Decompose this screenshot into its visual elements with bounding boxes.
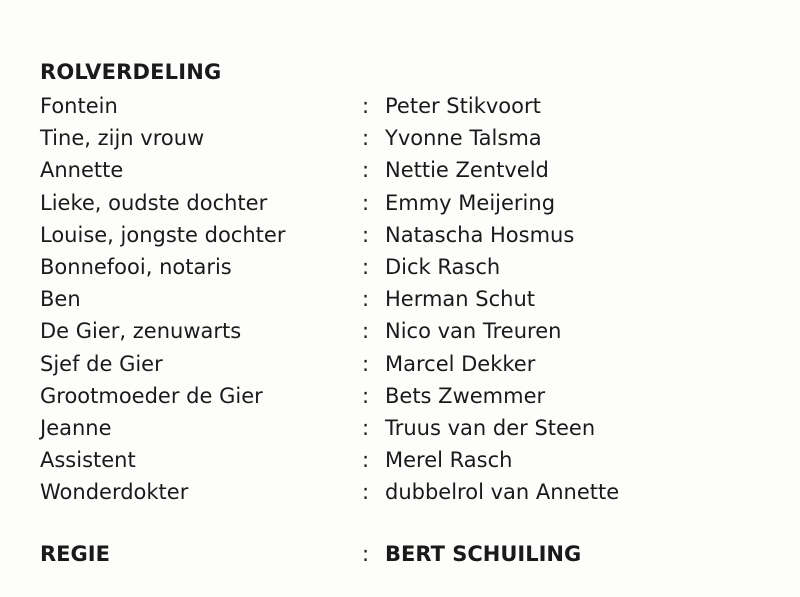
actor-name: Peter Stikvoort: [385, 94, 541, 118]
separator: :: [362, 287, 370, 312]
director-row: [40, 538, 740, 570]
role-name: Assistent: [40, 448, 136, 473]
role-name: Annette: [40, 158, 124, 183]
cast-row: [40, 348, 740, 380]
separator: :: [362, 126, 370, 151]
actor-name: Yvonne Talsma: [385, 126, 542, 151]
separator: :: [362, 480, 370, 505]
actor-name: Marcel Dekker: [385, 351, 536, 376]
role-name: Ben: [40, 287, 81, 312]
cast-row: [40, 380, 740, 412]
cast-row: [40, 315, 740, 347]
role-name: Louise, jongste dochter: [40, 222, 286, 247]
role-name: Wonderdokter: [40, 480, 189, 505]
cast-row: [40, 251, 740, 283]
cast-row: [40, 283, 740, 315]
role-name: Tine, zijn vrouw: [40, 126, 205, 151]
cast-row: [40, 154, 740, 186]
role-name: Jeanne: [40, 415, 112, 440]
role-name: Bonnefooi, notaris: [40, 254, 232, 279]
cast-row: [40, 444, 740, 476]
actor-name: Truus van der Steen: [385, 415, 596, 440]
actor-name: Bets Zwemmer: [385, 383, 546, 408]
actor-name: Dick Rasch: [385, 254, 501, 279]
section-heading: ROLVERDELING: [40, 60, 222, 84]
separator: :: [362, 415, 370, 440]
role-name: Fontein: [40, 94, 118, 118]
role-name: Grootmoeder de Gier: [40, 383, 263, 408]
director-label: REGIE: [40, 542, 110, 566]
role-name: De Gier, zenuwarts: [40, 319, 242, 344]
cast-row: [40, 90, 740, 122]
actor-name: Herman Schut: [385, 287, 536, 312]
role-name: Lieke, oudste dochter: [40, 190, 268, 215]
separator: :: [362, 383, 370, 408]
director-name: BERT SCHUILING: [385, 542, 582, 566]
separator: :: [362, 448, 370, 473]
actor-name: Merel Rasch: [385, 448, 513, 473]
cast-row: [40, 219, 740, 251]
cast-list: [40, 90, 740, 508]
actor-name: dubbelrol van Annette: [385, 480, 620, 505]
actor-name: Emmy Meijering: [385, 190, 556, 215]
cast-row: [40, 187, 740, 219]
separator: :: [362, 94, 370, 118]
cast-row: [40, 476, 740, 508]
separator: :: [362, 542, 370, 566]
separator: :: [362, 190, 370, 215]
cast-row: [40, 412, 740, 444]
cast-row: [40, 122, 740, 154]
actor-name: Natascha Hosmus: [385, 222, 575, 247]
separator: :: [362, 222, 370, 247]
separator: :: [362, 351, 370, 376]
separator: :: [362, 158, 370, 183]
actor-name: Nico van Treuren: [385, 319, 562, 344]
separator: :: [362, 254, 370, 279]
separator: :: [362, 319, 370, 344]
actor-name: Nettie Zentveld: [385, 158, 549, 183]
role-name: Sjef de Gier: [40, 351, 163, 376]
